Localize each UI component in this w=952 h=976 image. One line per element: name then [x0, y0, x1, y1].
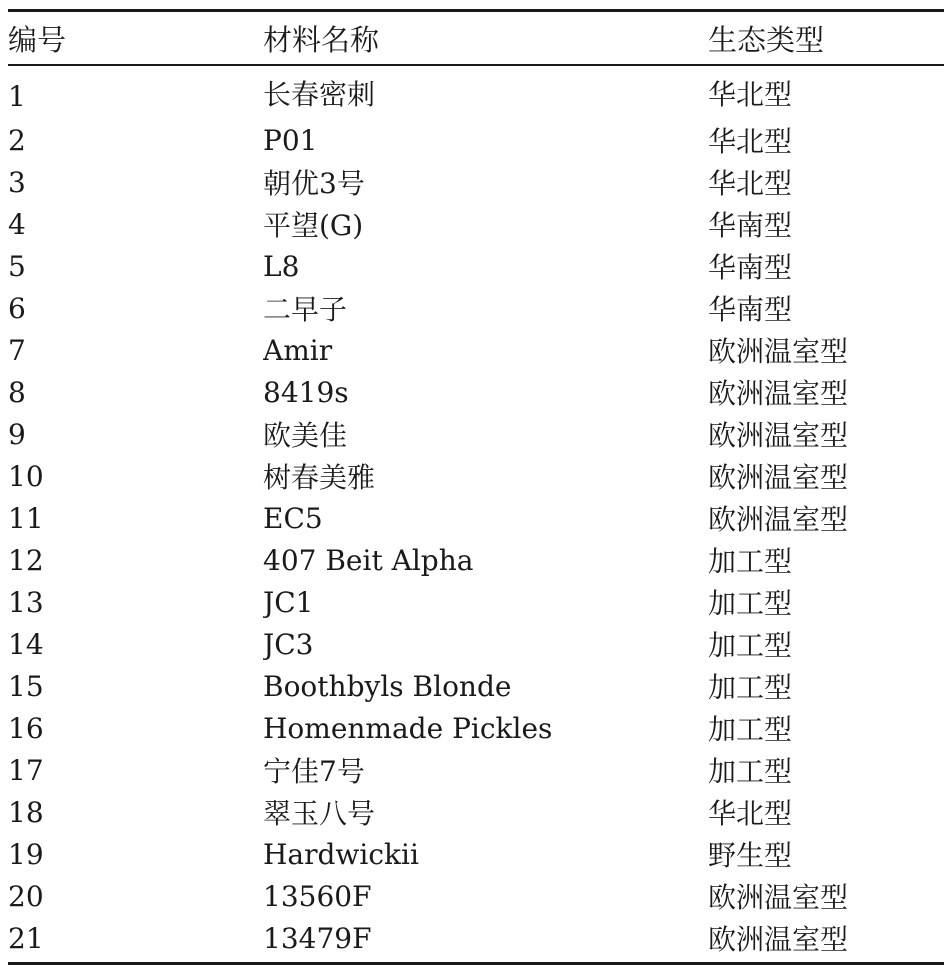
cell-name: Hardwickii [263, 837, 419, 871]
cell-id: 3 [8, 165, 26, 199]
cell-id: 17 [8, 753, 44, 787]
cell-id: 14 [8, 627, 44, 661]
table-row [8, 665, 944, 707]
cell-id: 9 [8, 417, 26, 451]
table-header [8, 12, 944, 65]
cell-type: 欧洲温室型 [708, 881, 849, 914]
cell-name: JC3 [263, 627, 314, 661]
table-row [8, 707, 944, 749]
cell-name: 长春密刺 [263, 78, 376, 111]
cell-name: 朝优3号 [263, 167, 365, 200]
cell-id: 15 [8, 669, 44, 703]
table-row [8, 539, 944, 581]
cell-name: P01 [263, 123, 318, 157]
header-id: 编号 [8, 23, 67, 57]
table-row [8, 497, 944, 539]
cell-name: 13479F [263, 921, 372, 955]
table-row [8, 119, 944, 161]
cell-type: 欧洲温室型 [708, 923, 849, 956]
cell-type: 华北型 [708, 125, 793, 158]
table-row [8, 371, 944, 413]
cell-name: EC5 [263, 501, 323, 535]
table-row [8, 791, 944, 833]
cell-name: 13560F [263, 879, 372, 913]
cell-name: 欧美佳 [263, 419, 348, 452]
table-row [8, 875, 944, 917]
cell-name: JC1 [263, 585, 314, 619]
cell-id: 8 [8, 375, 26, 409]
cell-name: Homenmade Pickles [263, 711, 553, 745]
cell-type: 欧洲温室型 [708, 461, 849, 494]
cell-type: 野生型 [708, 839, 793, 872]
cell-id: 16 [8, 711, 44, 745]
cell-name: 8419s [263, 375, 349, 409]
cell-id: 19 [8, 837, 44, 871]
table-row [8, 581, 944, 623]
cell-id: 1 [8, 80, 26, 113]
cell-type: 欧洲温室型 [708, 335, 849, 368]
cell-id: 18 [8, 795, 44, 829]
table-row [8, 455, 944, 497]
cell-name: Amir [263, 333, 333, 367]
cell-name: 407 Beit Alpha [263, 543, 474, 577]
table-row [8, 245, 944, 287]
cell-type: 加工型 [708, 755, 793, 788]
cell-type: 华北型 [708, 167, 793, 200]
cell-id: 4 [8, 207, 26, 241]
table-row [8, 623, 944, 665]
cell-type: 加工型 [708, 587, 793, 620]
table-row [8, 749, 944, 791]
cell-id: 11 [8, 501, 44, 535]
cell-name: 二早子 [263, 293, 348, 326]
cell-id: 2 [8, 123, 26, 157]
cell-name: Boothbyls Blonde [263, 669, 512, 703]
cell-type: 欧洲温室型 [708, 419, 849, 452]
cell-type: 欧洲温室型 [708, 377, 849, 410]
header-ecotype: 生态类型 [708, 23, 825, 57]
table-bottom-rule [8, 962, 944, 965]
table-row [8, 287, 944, 329]
cell-name: L8 [263, 249, 300, 283]
cell-type: 加工型 [708, 713, 793, 746]
cell-name: 树春美雅 [263, 461, 376, 494]
table-header-row [8, 12, 944, 65]
cell-type: 华南型 [708, 251, 793, 284]
cell-name: 平望(G) [263, 209, 364, 242]
cell-id: 10 [8, 459, 44, 493]
cell-name: 宁佳7号 [263, 755, 365, 788]
cell-name: 翠玉八号 [263, 797, 376, 830]
cell-type: 加工型 [708, 629, 793, 662]
cell-id: 12 [8, 543, 44, 577]
table-body [8, 65, 944, 959]
header-material-name: 材料名称 [263, 23, 380, 57]
cell-id: 13 [8, 585, 44, 619]
cell-type: 欧洲温室型 [708, 503, 849, 536]
cell-id: 20 [8, 879, 44, 913]
cell-type: 华南型 [708, 209, 793, 242]
cell-id: 7 [8, 333, 26, 367]
cell-type: 华北型 [708, 78, 793, 111]
table-row [8, 413, 944, 455]
table-row [8, 329, 944, 371]
cell-type: 华南型 [708, 293, 793, 326]
germplasm-table [8, 12, 944, 959]
cell-id: 21 [8, 921, 44, 955]
cell-type: 加工型 [708, 545, 793, 578]
cell-id: 6 [8, 291, 26, 325]
cell-type: 加工型 [708, 671, 793, 704]
cell-type: 华北型 [708, 797, 793, 830]
table-row [8, 833, 944, 875]
table-row [8, 917, 944, 959]
table-row [8, 203, 944, 245]
cell-id: 5 [8, 249, 26, 283]
table-row [8, 161, 944, 203]
table-row [8, 65, 944, 119]
